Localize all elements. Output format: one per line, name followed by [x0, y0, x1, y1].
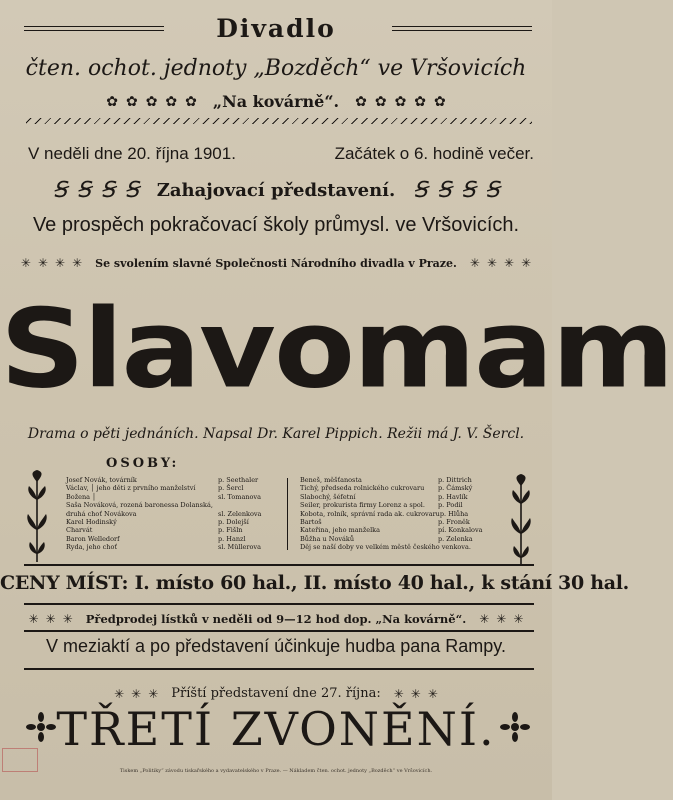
cast-actor: p. Fišln [218, 526, 243, 535]
cast-actor: p. Šercl [218, 484, 244, 493]
asterism-icon: ✳ [504, 256, 515, 270]
cast-actor: sl. Zelenkova [218, 509, 262, 518]
cast-list-left [66, 476, 276, 552]
cast-row [300, 543, 496, 551]
cast-role: Beneš, měšťanosta [300, 476, 362, 484]
cast-role: Kobota, rolník, správní rada ak. cukrovaru [300, 509, 440, 518]
rosette-icon: ✿ [125, 93, 138, 110]
venue-row [0, 92, 552, 111]
cast-row [300, 535, 496, 543]
cast-role: Ryda, jeho choť [66, 543, 118, 552]
cast-role: Josef Novák, továrník [66, 476, 137, 484]
cast-row [66, 484, 276, 492]
rosette-icon: ✿ [434, 93, 446, 110]
cast-row [300, 518, 496, 526]
cast-role: Baron Welledorf [66, 534, 120, 543]
wavy-rule [26, 118, 532, 124]
rosette-icon: ✿ [414, 93, 427, 110]
cast-row [66, 526, 276, 534]
flower-ornament-icon [500, 712, 530, 742]
s-ornament-icon: Ꞩ [124, 178, 139, 203]
cast-role: Seiler, prokurista firmy Lorenz a spol. [300, 501, 425, 510]
asterism-icon: ✳ [486, 256, 497, 270]
cast-role: Bartoš [300, 518, 322, 527]
cast-row [300, 501, 496, 509]
cast-row [300, 493, 496, 501]
cast-actor: p. Čámský [438, 484, 473, 493]
cast-actor: p. Hlůha [439, 509, 469, 518]
asterism-icon: ✳ [393, 686, 404, 701]
asterism-icon: ✳ [20, 256, 31, 270]
s-ornament-icon: Ꞩ [437, 178, 452, 203]
cast-row [66, 493, 276, 501]
cast-actor [471, 543, 496, 551]
cast-actor: pí. Konkalova [438, 526, 483, 535]
cast-row [66, 501, 276, 509]
cast-row [66, 535, 276, 543]
asterism-icon: ✳ [28, 612, 39, 626]
next-play-title: TŘETÍ ZVONĚNÍ. [56, 702, 496, 756]
cast-actor: sl. Tomanova [218, 492, 261, 501]
rosette-icon: ✿ [185, 93, 197, 110]
cast-role: Charvát [66, 526, 93, 535]
rosette-icon: ✿ [394, 93, 407, 110]
asterism-icon: ✳ [410, 686, 421, 701]
cast-actor [218, 501, 276, 509]
asterism-icon: ✳ [513, 612, 524, 626]
asterism-icon: ✳ [72, 256, 83, 270]
cast-role: Kateřina, jeho manželka [300, 526, 380, 535]
rosette-icon: ✿ [374, 93, 387, 110]
cast-actor: sl. Müllerova [218, 543, 261, 552]
s-ornament-icon: Ꞩ [52, 178, 67, 203]
asterism-icon: ✳ [37, 256, 48, 270]
asterism-icon: ✳ [55, 256, 66, 270]
cast-row [300, 526, 496, 534]
cast-role: Děj se naší doby ve velkém městě českého venkova. [300, 543, 471, 552]
cast-actor: p. Zelenka [438, 534, 473, 543]
cast-role: Tichý, předseda rolnického cukrovaru [300, 484, 425, 493]
drama-credits: Drama o pěti jednáních. Napsal Dr. Karel Pippich. Režii má J. V. Šercl. [27, 426, 525, 442]
asterism-icon: ✳ [114, 686, 125, 701]
asterism-icon: ✳ [496, 612, 507, 626]
s-ornament-icon: Ꞩ [76, 178, 91, 203]
asterism-icon: ✳ [45, 612, 56, 626]
persons-heading: OSOBY: [106, 456, 180, 471]
cast-role: druhá choť Novákova [66, 509, 137, 518]
asterism-icon: ✳ [62, 612, 73, 626]
opening-performance: Zahajovací představení. [156, 180, 396, 201]
rule-above-prices [24, 564, 534, 566]
cast-row [66, 543, 276, 551]
venue-name: „Na kovárně“. [212, 92, 340, 111]
cast-role: Božena │ [66, 492, 97, 501]
opening-row [0, 178, 552, 203]
cast-row [66, 518, 276, 526]
music-note: V meziaktí a po představení účinkuje hudba pana Rampy. [46, 636, 506, 656]
s-ornament-icon: Ꞩ [485, 178, 500, 203]
s-ornament-icon: Ꞩ [100, 178, 115, 203]
s-ornament-icon: Ꞩ [413, 178, 428, 203]
permission-text: Se svolením slavné Společnosti Národního divadla v Praze. [95, 256, 457, 270]
rosette-icon: ✿ [106, 93, 118, 110]
cast-actor: p. Dittrich [438, 476, 472, 484]
poster-title: Divadlo [216, 14, 336, 43]
cast-divider [287, 478, 288, 550]
cast-list-right [300, 476, 496, 552]
cast-role: Bůžha u Nováků [300, 534, 355, 543]
cast-row [300, 484, 496, 492]
asterism-icon: ✳ [521, 256, 532, 270]
cast-actor: p. Dolejší [218, 518, 249, 527]
cast-actor: p. Froněk [438, 518, 470, 527]
rosette-icon: ✿ [355, 93, 367, 110]
lily-ornament-icon [26, 470, 48, 562]
cast-row [66, 510, 276, 518]
printer-imprint: Tiskem „Politiky“ závodu tiskařského a vydavatelského v Praze. — Nákladem čten. ochot. jednoty „Bozděch“ ve Vršovicích. [119, 768, 433, 774]
permission-row [0, 256, 552, 270]
cast-row [300, 510, 496, 518]
cast-role: Saša Nováková, rozená baronessa Dolanská, [66, 501, 213, 510]
rosette-icon: ✿ [145, 93, 158, 110]
rule-below-prices [24, 603, 534, 605]
ticket-prices: CENY MÍST: I. místo 60 hal., II. místo 40 hal., k stání 30 hal. [0, 572, 629, 594]
rule-below-music [24, 668, 534, 670]
next-performance-text: Příští představení dne 27. října: [171, 686, 381, 701]
start-time: Začátek o 6. hodině večer. [334, 144, 534, 163]
asterism-icon: ✳ [148, 686, 159, 701]
performance-date: V neděli dne 20. října 1901. [28, 144, 236, 163]
cast-actor: p. Seethaler [218, 476, 259, 484]
cast-role: Slabochý, šéfetní [300, 492, 356, 501]
cast-actor: p. Havlík [438, 492, 468, 501]
lily-ornament-icon [510, 474, 532, 566]
rosette-icon: ✿ [165, 93, 178, 110]
asterism-icon: ✳ [469, 256, 480, 270]
cast-actor: p. Podil [438, 501, 463, 510]
rule-above-music [24, 630, 534, 632]
asterism-icon: ✳ [479, 612, 490, 626]
s-ornament-icon: Ꞩ [461, 178, 476, 203]
cast-role: Karel Hodinský [66, 518, 117, 527]
presale-text: Předprodej lístků v neděli od 9—12 hod dop. „Na kovárně“. [85, 612, 467, 626]
asterism-icon: ✳ [131, 686, 142, 701]
cast-actor: p. Hanzl [218, 534, 246, 543]
asterism-icon: ✳ [427, 686, 438, 701]
play-title: Slavomam [0, 285, 673, 413]
benefit-line: Ve prospěch pokračovací školy průmysl. ve Vršovicích. [32, 214, 520, 236]
next-performance-row [0, 686, 552, 701]
cast-role: Václav, │ jeho děti z prvního manželství [66, 484, 196, 493]
presale-row [0, 612, 552, 626]
society-line: čten. ochot. jednoty „Bozděch“ ve Vršovicích [25, 56, 527, 81]
